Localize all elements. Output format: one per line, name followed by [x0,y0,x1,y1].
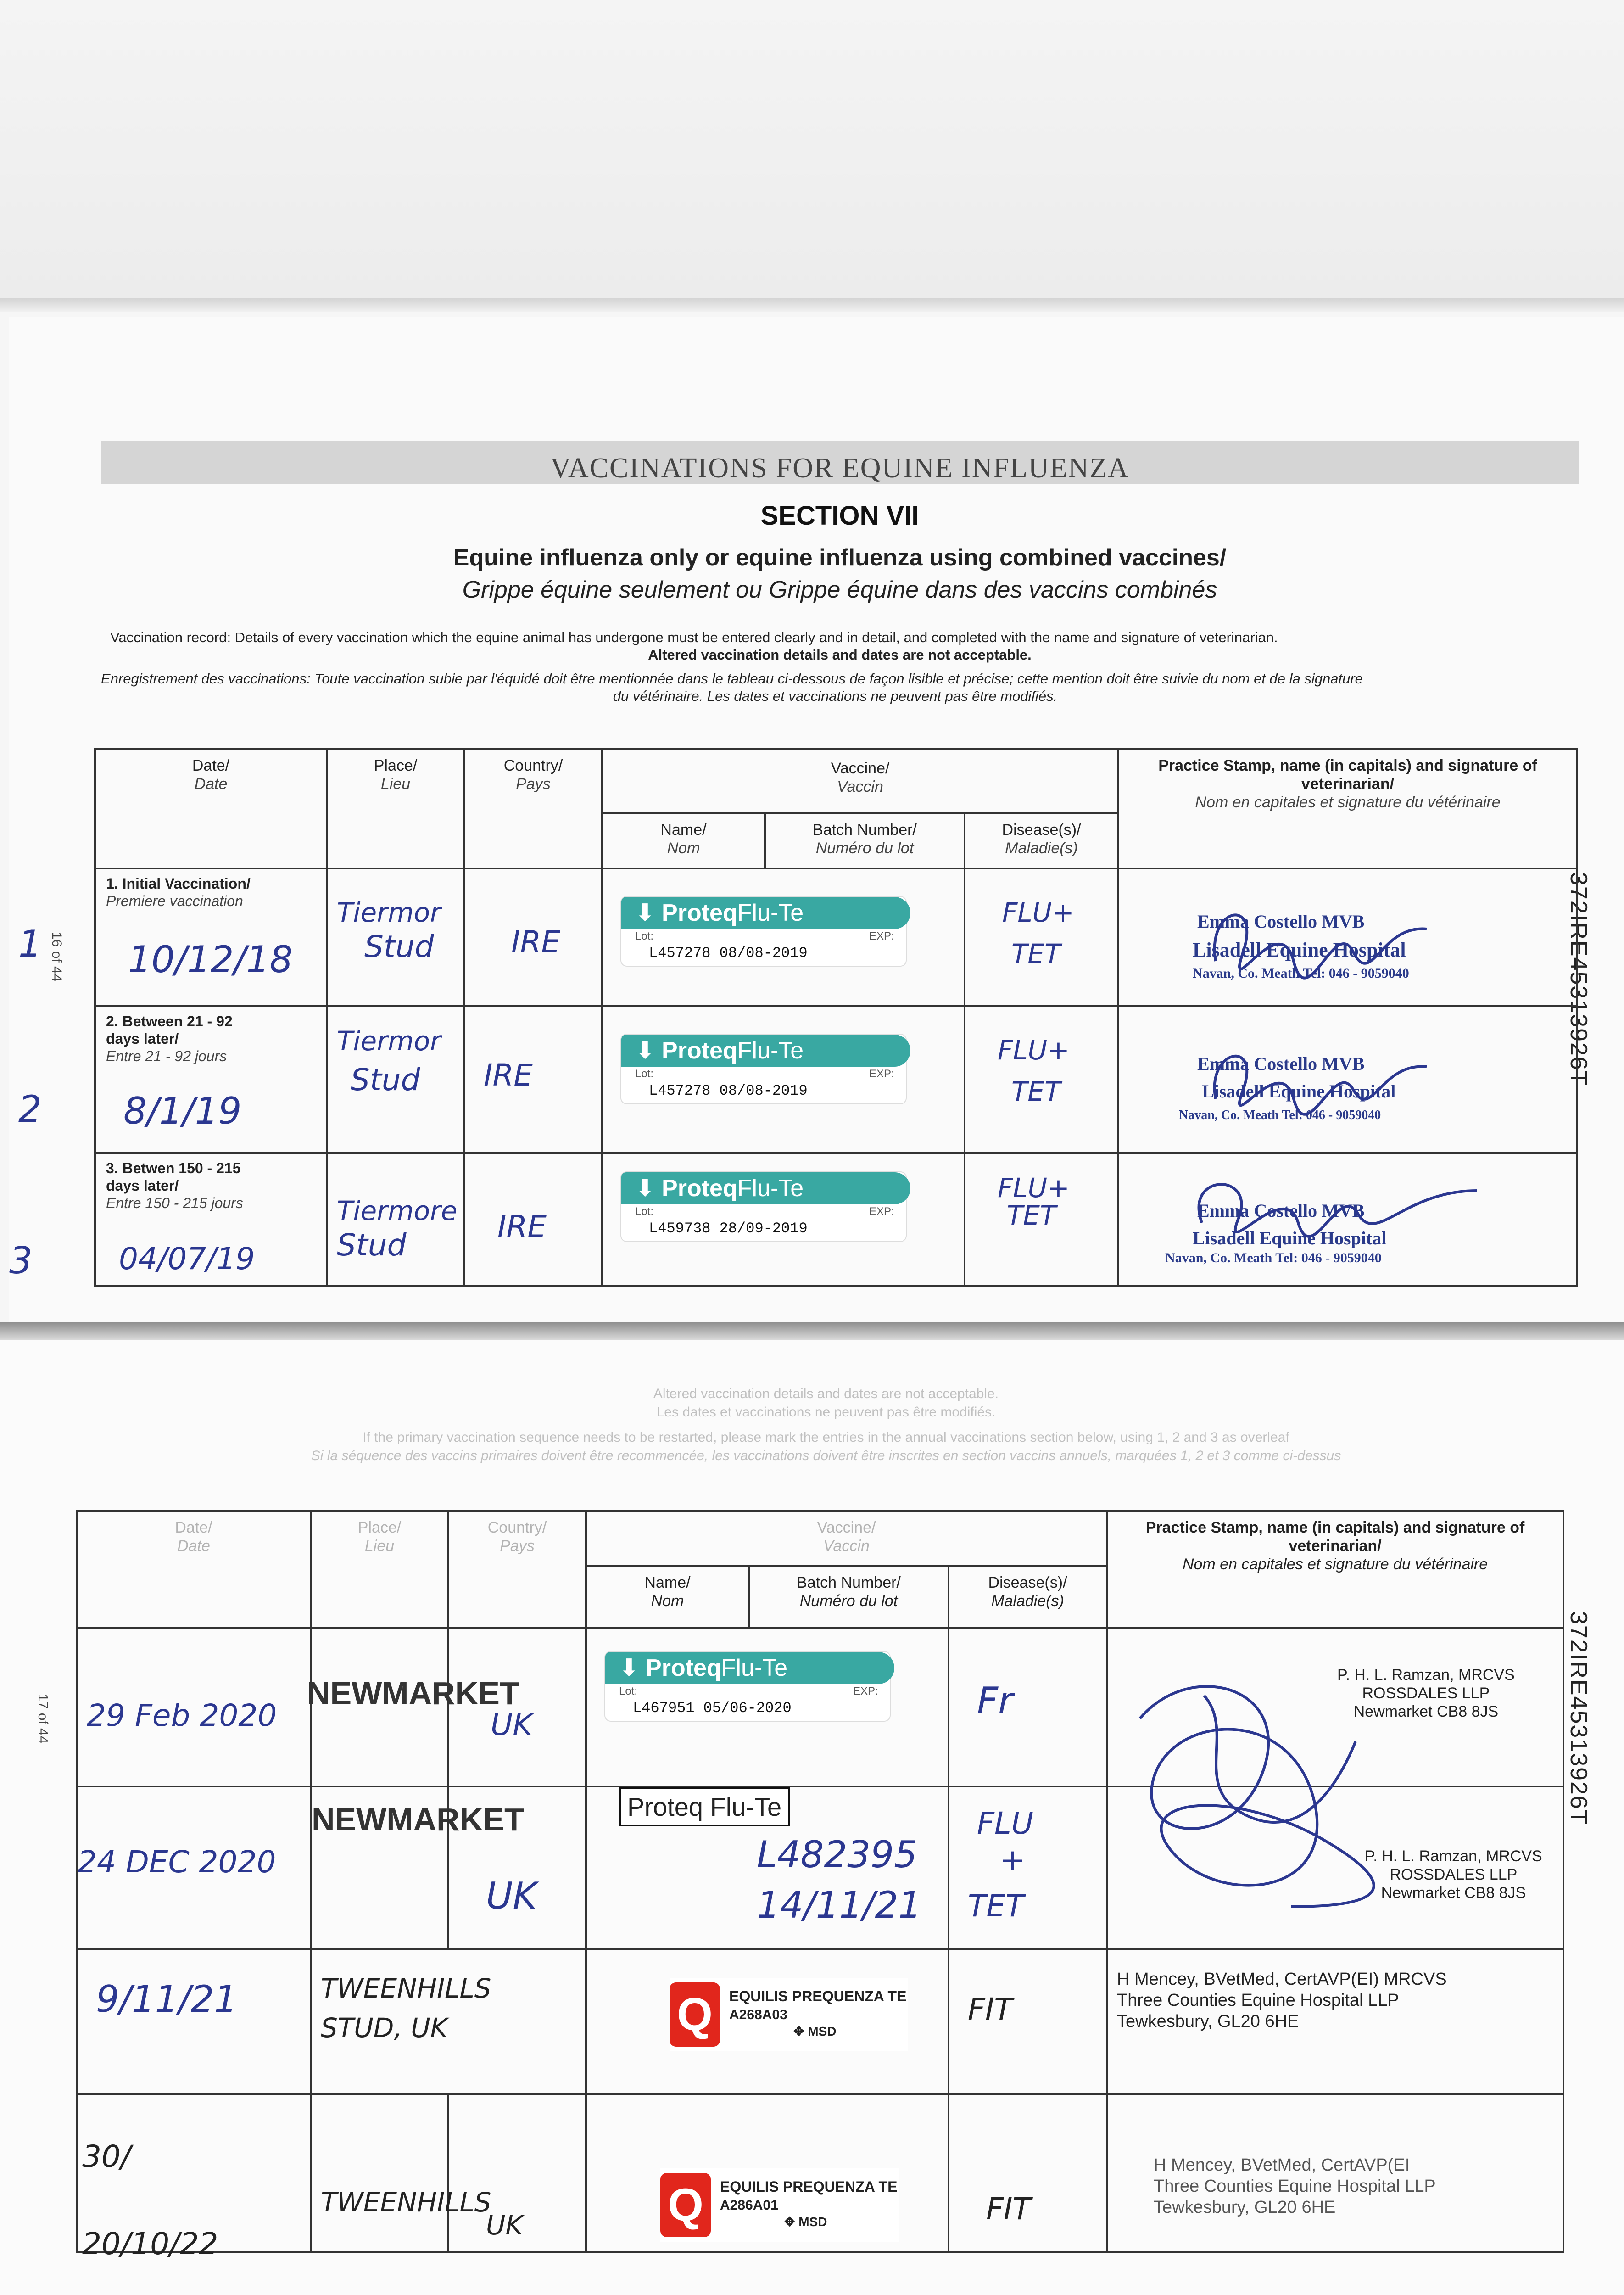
date-cell: 9/11/21 [77,1949,311,2094]
passport-id: 372IRE45313926T [1565,872,1592,1086]
header-batch: Batch Number/ Numéro du lot [749,1566,949,1628]
date-cell: 29 Feb 2020 [77,1628,311,1786]
date-cell: 30/ 20/10/22 [77,2094,311,2252]
vaccination-table-primary [94,748,1578,1287]
table-row [95,868,1577,1006]
header-batch: Batch Number/ Numéro du lot [765,813,965,868]
vaccine-label-cell [602,868,965,1006]
country-cell: UK [448,1786,586,1949]
place-cell: Tiermor Stud [327,868,464,1006]
download-arrow-icon: ⬇ [619,1655,639,1681]
instructions-fr [101,670,1569,705]
page-number: 17 of 44 [35,1694,50,1744]
instructions-en-line1: Vaccination record: Details of every vaccination which the equine animal has undergone must be entered clearly and in detail, and completed with the name and signature of veterinarian. [110,629,1278,645]
date-cell: 2. Between 21 - 92 days later/ Entre 21 - 92 jours 8/1/19 [95,1006,327,1153]
header-practice: Practice Stamp, name (in capitals) and signature of veterinarian/ Nom en capitales et signature du vétérinaire [1118,749,1577,868]
header-date: Date/ Date [77,1511,311,1628]
date-cell: 1. Initial Vaccination/ Premiere vaccination 10/12/18 [95,868,327,1006]
proteq-label: ⬇ ProteqFlu-Te Lot: EXP: L457278 08/08-2019 [621,1035,906,1103]
page-fold-shadow [0,1322,1624,1342]
place-cell: TWEENHILLS STUD, UK [311,1949,586,2094]
proteq-label: ⬇ ProteqFlu-Te Lot: EXP: L457278 08/08-2019 [621,897,906,966]
vaccine-label-cell [586,1628,949,1786]
disease-cell: FLU+ TET [965,1153,1118,1286]
faded-notice-3: If the primary vaccination sequence needs to be restarted, please mark the entries in the annual vaccinations section below, using 1, 2 and 3 as overleaf [363,1430,1289,1445]
practice-stamp-cell: P. H. L. Ramzan, MRCVS ROSSDALES LLP Newmarket CB8 8JS [1107,1628,1563,1786]
page-title: VACCINATIONS FOR EQUINE INFLUENZA [550,453,1129,484]
subtitle-fr: Grippe équine seulement ou Grippe équine dans des vaccins combinés [462,577,1217,603]
download-arrow-icon: ⬇ [635,1175,655,1202]
faded-notice-1: Altered vaccination details and dates are not acceptable. [653,1386,999,1401]
table-row [95,1006,1577,1153]
signature [1188,1030,1463,1131]
margin-number-2: 2 [18,1088,42,1131]
page-edge [0,298,1624,312]
practice-stamp-cell: Emma Costello MVB Lisadell Equine Hospital Navan, Co. Meath Tel: 046 - 9059040 [1118,1006,1577,1153]
header-country: Country/ Pays [448,1511,586,1628]
practice-stamp-cell: P. H. L. Ramzan, MRCVS ROSSDALES LLP Newmarket CB8 8JS [1107,1786,1563,1949]
subtitle-en: Equine influenza only or equine influenza using combined vaccines/ [453,544,1227,571]
table-row [77,2094,1563,2252]
faded-notice-2: Les dates et vaccinations ne peuvent pas être modifiés. [656,1405,996,1420]
header-disease: Disease(s)/ Maladie(s) [949,1566,1107,1628]
instructions-fr-line1: Enregistrement des vaccinations: Toute vaccination subie par l'équidé doit être mentionnée dans le tableau ci-dessous de façon lisible et précise; cette mention doit être suivie du nom et de la signature [101,671,1363,687]
vaccine-label-cell: Proteq Flu-Te L482395 14/11/21 [586,1786,949,1949]
header-name: Name/ Nom [602,813,765,868]
header-vaccine: Vaccine/ Vaccin [586,1511,1107,1566]
disease-cell: FLU + TET [949,1786,1107,1949]
header-date: Date/ Date [95,749,327,868]
disease-cell: FLU+ TET [965,1006,1118,1153]
practice-stamp-cell: H Mencey, BVetMed, CertAVP(EI) MRCVS Three Counties Equine Hospital LLP Tewkesbury, GL20 6HE [1107,1949,1563,2094]
q-logo-icon: Q [670,1982,720,2047]
date-cell: 24 DEC 2020 [77,1786,311,1949]
date-value: 10/12/18 [128,938,293,981]
disease-cell: Fr [949,1628,1107,1786]
place-cell: Tiermor Stud [327,1006,464,1153]
vaccine-label-cell [586,2094,949,2252]
margin-number-3: 3 [9,1239,33,1282]
country-cell: UK [448,1628,586,1786]
margin-number-1: 1 [18,923,42,965]
signature [1165,1163,1486,1255]
signature [1188,888,1463,998]
faded-notice-4: Si la séquence des vaccins primaires doivent être recommencée, les vaccinations doivent être inscrites en section vaccins annuels, marquées 1, 2 et 3 comme ci-dessus [311,1448,1341,1463]
msd-logo-icon: ✥ [793,2024,804,2038]
country-cell: IRE [464,868,602,1006]
instructions-fr-line2: du vétérinaire. Les dates et vaccinations ne peuvent pas être modifiés. [613,688,1058,704]
place-cell: NEWMARKET [311,1628,448,1786]
practice-stamp-cell: H Mencey, BVetMed, CertAVP(EI Three Counties Equine Hospital LLP Tewkesbury, GL20 6HE [1107,2094,1563,2252]
q-logo-icon: Q [660,2173,711,2237]
practice-stamp-cell: Emma Costello MVB Lisadell Equine Hospital Navan, Co. Meath Tel: 046 - 9059040 [1118,1153,1577,1286]
top-blank-margin [0,0,1624,303]
place-cell: Tiermore Stud [327,1153,464,1286]
disease-cell: FIT [949,1949,1107,2094]
download-arrow-icon: ⬇ [635,1037,655,1064]
vaccine-name-box: Proteq Flu-Te [619,1787,790,1826]
instructions-en-line2: Altered vaccination details and dates are not acceptable. [648,647,1032,663]
vaccination-table-annual [76,1510,1564,2261]
msd-logo-icon: ✥ [784,2215,795,2229]
table-row [77,1786,1563,1949]
date-value: 8/1/19 [123,1090,242,1132]
vaccine-label-cell [602,1006,965,1153]
place-cell: TWEENHILLS [311,2094,448,2252]
passport-id: 372IRE45313926T [1565,1611,1592,1825]
header-vaccine: Vaccine/ Vaccin [602,749,1118,813]
header-country: Country/ Pays [464,749,602,868]
equilis-label: Q EQUILIS PREQUENZA TE A268A03 ✥ MSD [670,1978,908,2051]
disease-cell: FLU+ TET [965,868,1118,1006]
header-place: Place/ Lieu [327,749,464,868]
date-cell: 3. Betwen 150 - 215 days later/ Entre 150 - 215 jours 04/07/19 [95,1153,327,1286]
header-place: Place/ Lieu [311,1511,448,1628]
section-heading: SECTION VII [760,501,919,531]
table-row [95,1153,1577,1286]
page-number: 16 of 44 [49,932,64,982]
disease-cell: FIT [949,2094,1107,2252]
signature [1099,1650,1383,1934]
table-row [77,1949,1563,2094]
place-cell: NEWMARKET [311,1786,448,1949]
header-practice: Practice Stamp, name (in capitals) and signature of veterinarian/ Nom en capitales et signature du vétérinaire [1107,1511,1563,1628]
proteq-label: ⬇ ProteqFlu-Te Lot: EXP: L467951 05/06-2020 [605,1652,890,1721]
proteq-label: ⬇ ProteqFlu-Te Lot: EXP: L459738 28/09-2019 [621,1172,906,1241]
vaccine-label-cell [586,1949,949,2094]
practice-stamp-cell: Emma Costello MVB Lisadell Equine Hospital Navan, Co. Meath Tel: 046 - 9059040 [1118,868,1577,1006]
header-disease: Disease(s)/ Maladie(s) [965,813,1118,868]
date-value: 04/07/19 [119,1241,255,1276]
country-cell: IRE [464,1153,602,1286]
instructions-en [110,629,1569,664]
download-arrow-icon: ⬇ [635,900,655,926]
country-cell: UK [448,2094,586,2252]
header-name: Name/ Nom [586,1566,749,1628]
vaccine-label-cell [602,1153,965,1286]
country-cell: IRE [464,1006,602,1153]
equilis-label: Q EQUILIS PREQUENZA TE A286A01 ✥ MSD [660,2168,899,2242]
